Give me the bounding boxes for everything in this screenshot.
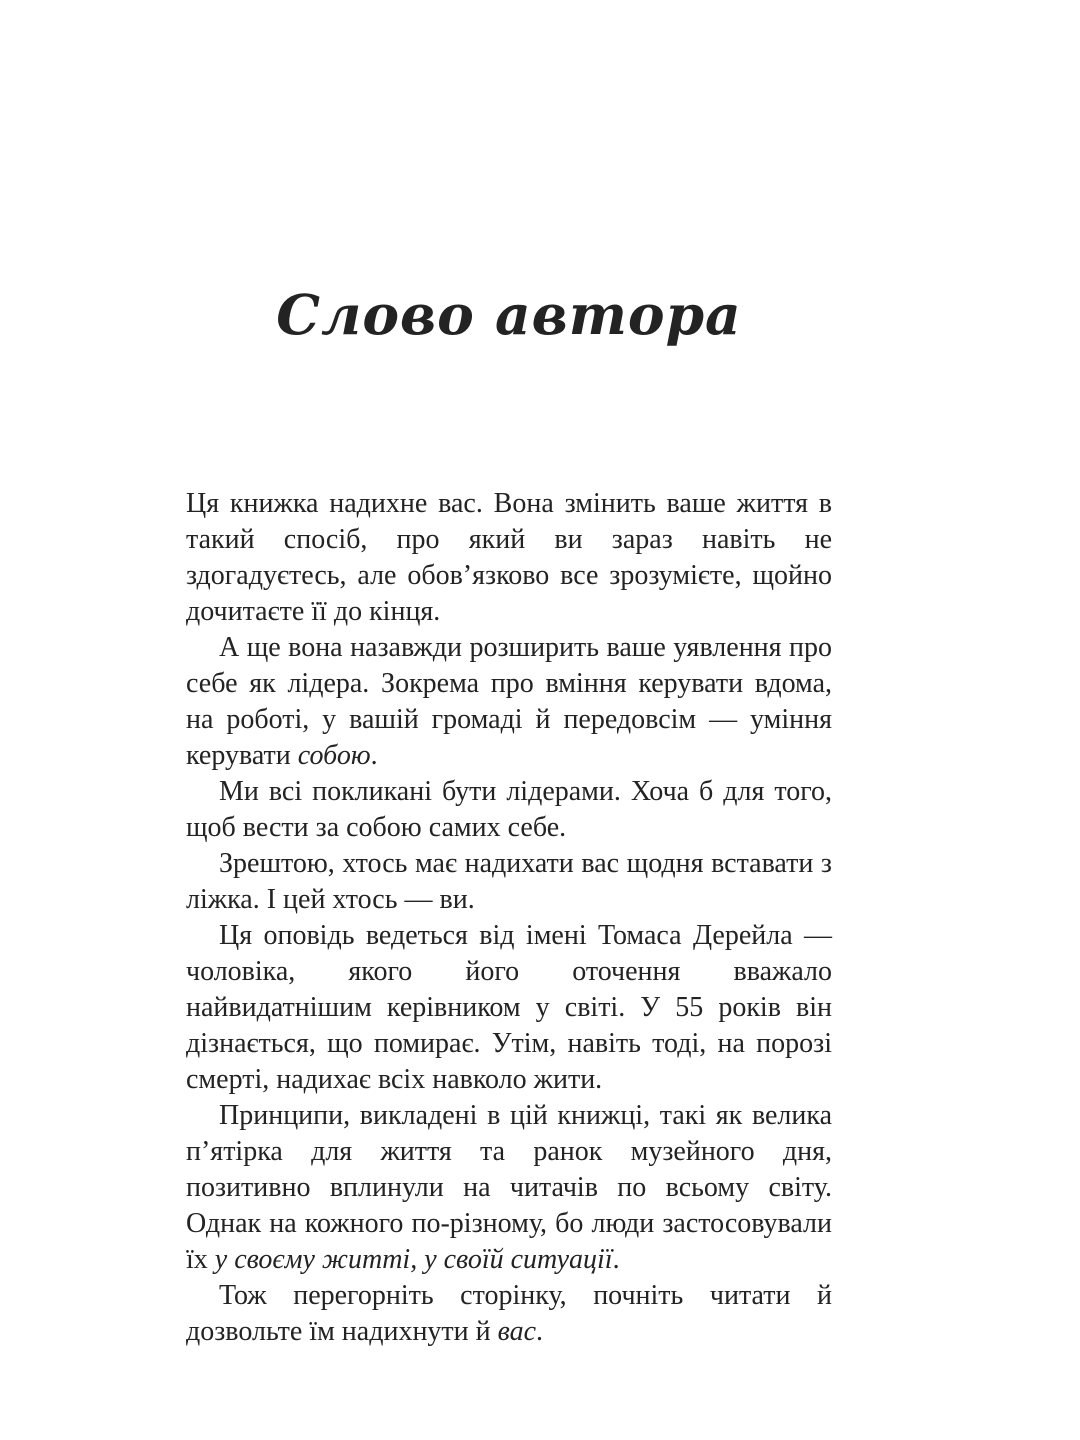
text-run: Ми всі покликані бути лідерами. Хоча б для того, щоб вести за собою самих себе.	[186, 776, 832, 843]
body-text	[186, 486, 832, 1350]
italic-text-run: собою	[297, 740, 371, 771]
paragraph	[186, 1098, 832, 1278]
text-run: Зрештою, хтось має надихати вас щодня вставати з ліжка. І цей хтось — ви.	[186, 848, 832, 915]
paragraph	[186, 774, 832, 846]
text-run: А ще вона назавжди розширить ваше уявлення про себе як лідера. Зокрема про вміння керувати вдома, на роботі, у вашій громаді й передовсім — уміння керувати	[186, 632, 832, 771]
text-run: .	[536, 1316, 544, 1347]
text-run: Ця оповідь ведеться від імені Томаса Дерейла — чоловіка, якого його оточення вважало найвидатнішим керівником у світі. У 55 років він дізнається, що помирає. Утім, навіть тоді, на порозі смерті, надихає всіх навколо жити.	[186, 920, 832, 1095]
paragraph	[186, 1278, 832, 1350]
chapter-title: Слово автора	[276, 282, 742, 347]
italic-text-run: у своєму житті, у своїй ситуації	[214, 1244, 613, 1275]
text-run: Тож перегорніть сторінку, почніть читати й дозвольте їм надихнути й	[186, 1280, 832, 1347]
text-run: Принципи, викладені в цій книжці, такі як велика п’ятірка для життя та ранок музейного дня, позитивно вплинули на читачів по всьому світу. Однак на кожного по-різному, бо люди застосовували їх	[186, 1100, 832, 1275]
italic-text-run: вас	[497, 1316, 537, 1347]
paragraph	[186, 630, 832, 774]
text-run: .	[612, 1244, 620, 1275]
paragraph	[186, 918, 832, 1098]
paragraph	[186, 486, 832, 630]
paragraph	[186, 846, 832, 918]
text-run: Ця книжка надихне вас. Вона змінить ваше життя в такий спосіб, про який ви зараз навіть не здогадуєтесь, але обов’язково все зрозумієте, щойно дочитаєте її до кінця.	[186, 488, 832, 627]
text-run: .	[370, 740, 378, 771]
